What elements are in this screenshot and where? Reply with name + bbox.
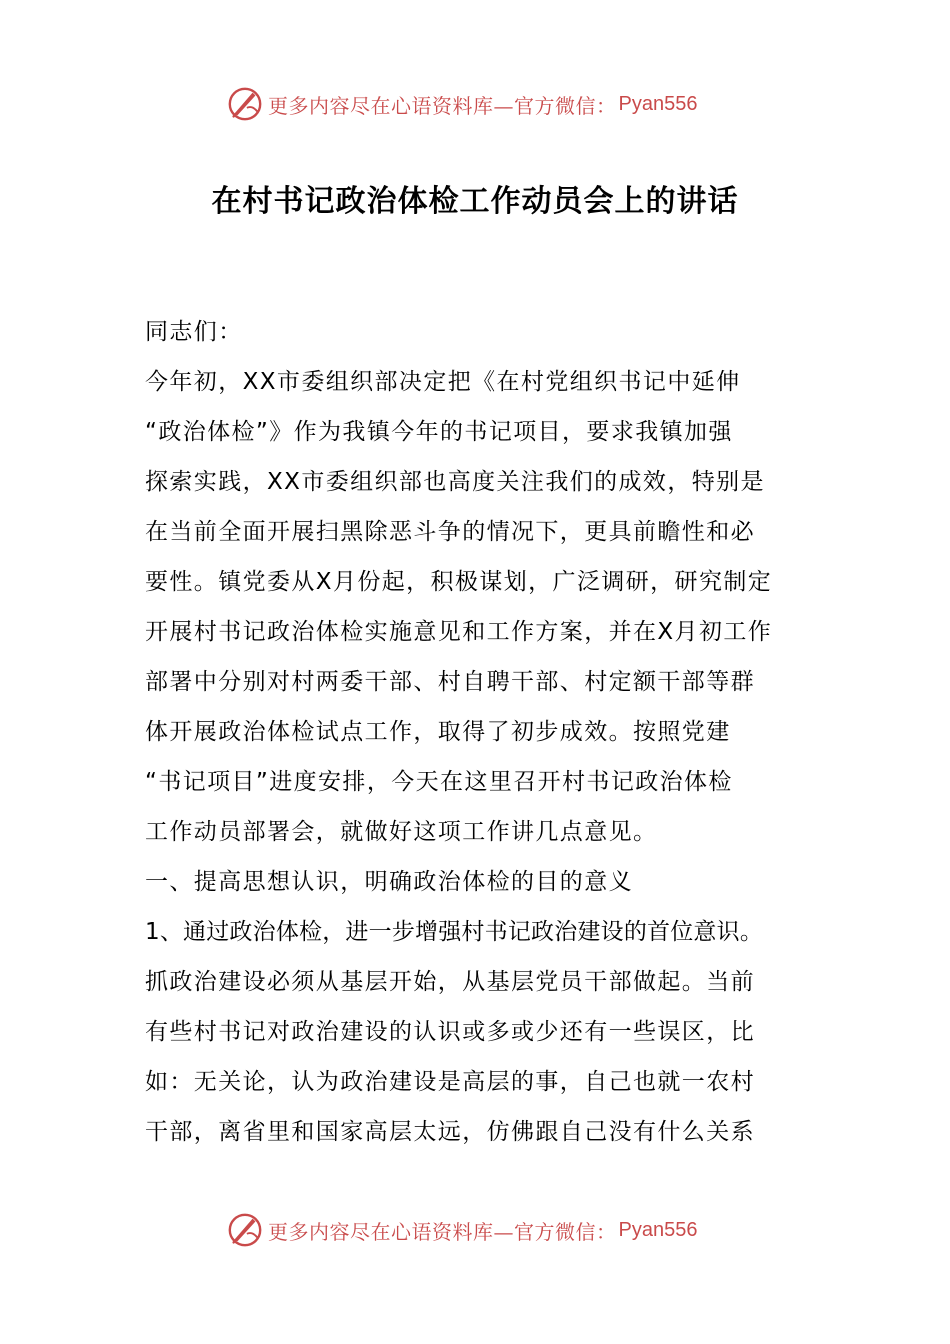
body-line: 探索实践，XX市委组织部也高度关注我们的成效，特别是	[145, 469, 765, 495]
body-line: “书记项目”进度安排，今天在这里召开村书记政治体检	[145, 769, 733, 795]
body-line: 抓政治建设必须从基层开始，从基层党员干部做起。当前	[145, 969, 755, 995]
body-line: 在当前全面开展扫黑除恶斗争的情况下，更具前瞻性和必	[145, 519, 755, 545]
body-line: 部署中分别对村两委干部、村自聘干部、村定额干部等群	[145, 669, 755, 695]
watermark-text: 更多内容尽在心语资料库—官方微信：	[268, 93, 617, 118]
body-line: 有些村书记对政治建设的认识或多或少还有一些误区，比	[145, 1019, 755, 1045]
salutation-line: 同志们：	[145, 319, 243, 345]
body-line: 开展村书记政治体检实施意见和工作方案，并在X月初工作	[145, 619, 773, 645]
section-heading: 一、提高思想认识，明确政治体检的目的意义	[145, 869, 633, 895]
body-line: 工作动员部署会，就做好这项工作讲几点意见。	[145, 819, 658, 845]
watermark-wechat-handle: Pyan556	[618, 1218, 698, 1241]
document-body	[145, 307, 815, 1157]
document-title: 在村书记政治体检工作动员会上的讲话	[211, 184, 739, 219]
body-line: 如：无关论，认为政治建设是高层的事，自己也就一农村	[145, 1069, 755, 1095]
body-line: 体开展政治体检试点工作，取得了初步成效。按照党建	[145, 719, 731, 745]
watermark-text: 更多内容尽在心语资料库—官方微信：	[268, 1219, 617, 1244]
body-line: 今年初，XX市委组织部决定把《在村党组织书记中延伸	[145, 369, 741, 395]
watermark-wechat-handle: Pyan556	[618, 92, 698, 115]
body-line: “政治体检”》作为我镇今年的书记项目，要求我镇加强	[145, 419, 733, 445]
watermark-header	[226, 84, 697, 124]
subsection-heading: 1、通过政治体检，进一步增强村书记政治建设的首位意识。	[145, 919, 764, 945]
body-line: 干部，离省里和国家高层太远，仿佛跟自己没有什么关系	[145, 1119, 755, 1145]
watermark-footer	[226, 1210, 697, 1250]
quill-logo-icon	[226, 85, 264, 123]
body-line: 要性。镇党委从X月份起，积极谋划，广泛调研，研究制定	[145, 569, 773, 595]
quill-logo-icon	[226, 1211, 264, 1249]
